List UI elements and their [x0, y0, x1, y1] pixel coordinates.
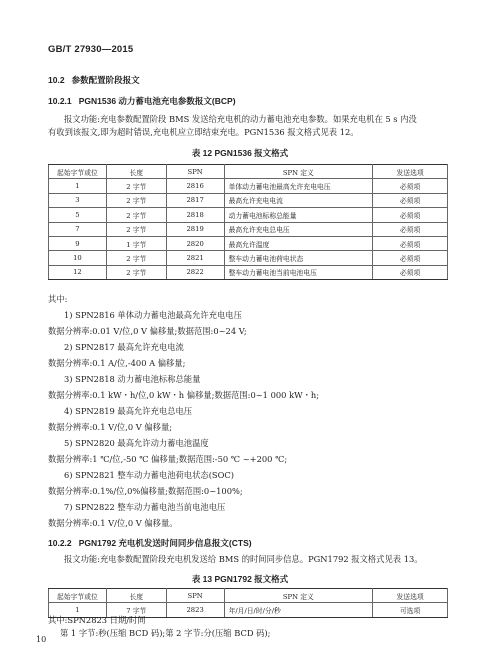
table-cell: 7 — [49, 222, 107, 236]
table-cell: 动力蓄电池标称总能量 — [224, 208, 373, 222]
table-caption-12: 表 12 PGN1536 报文格式 — [191, 148, 289, 158]
subsection-heading-cts — [48, 537, 448, 549]
table-cell: 2 字节 — [106, 222, 166, 236]
note-detail: 数据分辨率:0.1 A/位,-400 A 偏移量; — [48, 358, 186, 368]
table-cell: 2822 — [166, 265, 224, 279]
table-cell: 年/月/日/时/分/秒 — [224, 603, 373, 617]
column-header: 起始字节或位 — [49, 589, 107, 603]
note-item: 4) SPN2819 最高允许充电总电压 — [64, 406, 193, 416]
bcp-paragraph-line-1: 报文功能:充电参数配置阶段 BMS 发送给充电机的动力蓄电池充电参数。如果充电机在 5 s 内没 — [64, 114, 417, 124]
column-header: 起始字节或位 — [49, 165, 107, 179]
table-cell: 必须项 — [373, 251, 448, 265]
table-cell: 1 字节 — [106, 236, 166, 250]
note-item: 6) SPN2821 整车动力蓄电池荷电状态(SOC) — [64, 470, 235, 480]
table-cell: 必须项 — [373, 236, 448, 250]
table-cell: 9 — [49, 236, 107, 250]
table-row — [49, 208, 448, 222]
table-cell: 最高允许充电总电压 — [224, 222, 373, 236]
table-cell: 2 字节 — [106, 179, 166, 193]
page-number: 10 — [36, 635, 47, 644]
table-cell: 必须项 — [373, 208, 448, 222]
subsection-number: 10.2.2 — [48, 538, 72, 548]
subsection-heading-bcp — [48, 95, 448, 107]
note-detail: 数据分辨率:0.1 V/位,0 V 偏移量。 — [48, 518, 178, 528]
table-caption-13: 表 13 PGN1792 报文格式 — [191, 574, 289, 584]
table-row — [49, 222, 448, 236]
table-cell: 必须项 — [373, 222, 448, 236]
section-title: 参数配置阶段报文 — [71, 75, 140, 85]
subsection-title: PGN1536 动力蓄电池充电参数报文(BCP) — [78, 96, 236, 106]
table-cell: 2 字节 — [106, 193, 166, 207]
cts-note-intro: 其中:SPN2823 日期/时间 — [48, 615, 146, 625]
table-cell: 2 字节 — [106, 265, 166, 279]
table-cell: 1 — [49, 179, 107, 193]
table-cell: 必须项 — [373, 193, 448, 207]
table-cell: 必须项 — [373, 265, 448, 279]
table-cell: 2 字节 — [106, 251, 166, 265]
cts-paragraph: 报文功能:充电参数配置阶段充电机发送给 BMS 的时间同步信息。PGN1792 报文格式见表 13。 — [64, 554, 423, 564]
note-item: 3) SPN2818 动力蓄电池标称总能量 — [64, 374, 201, 384]
table-cell: 1 — [49, 603, 107, 617]
note-item: 2) SPN2817 最高允许充电电流 — [64, 342, 184, 352]
table-row — [49, 193, 448, 207]
note-detail: 数据分辨率:0.1%/位,0%偏移量;数据范围:0~100%; — [48, 486, 243, 496]
table-cell: 单体动力蓄电池最高允许充电电压 — [224, 179, 373, 193]
column-header: SPN 定义 — [224, 589, 373, 603]
table-cell: 3 — [49, 193, 107, 207]
section-heading — [48, 74, 448, 86]
subsection-number: 10.2.1 — [48, 96, 72, 106]
table-cell: 7 字节 — [106, 603, 166, 617]
table-cell: 2823 — [166, 603, 224, 617]
table-row — [49, 236, 448, 250]
table-header-row — [49, 589, 448, 603]
notes-intro: 其中: — [48, 294, 68, 304]
table-cell: 必须项 — [373, 179, 448, 193]
note-detail: 数据分辨率:1 ℃/位,-50 ℃ 偏移量;数据范围:-50 ℃ ~+200 ℃; — [48, 454, 288, 464]
table-row — [49, 179, 448, 193]
note-item: 7) SPN2822 整车动力蓄电池当前电池电压 — [64, 502, 226, 512]
table-header-row — [49, 165, 448, 179]
table-cell: 2817 — [166, 193, 224, 207]
note-detail: 数据分辨率:0.1 V/位,0 V 偏移量; — [48, 422, 173, 432]
table-cell: 整车动力蓄电池荷电状态 — [224, 251, 373, 265]
table-row — [49, 251, 448, 265]
column-header: 发送选项 — [373, 165, 448, 179]
table-cell: 5 — [49, 208, 107, 222]
column-header: 长度 — [106, 165, 166, 179]
table-cell: 最高允许充电电流 — [224, 193, 373, 207]
cts-note-detail: 第 1 字节:秒(压缩 BCD 码);第 2 字节:分(压缩 BCD 码); — [60, 628, 271, 638]
section-number: 10.2 — [48, 75, 65, 85]
table-cell: 2818 — [166, 208, 224, 222]
note-detail: 数据分辨率:0.1 kW・h/位,0 kW・h 偏移量;数据范围:0~1 000 kW・h; — [48, 390, 320, 400]
column-header: SPN 定义 — [224, 165, 373, 179]
table-cell: 最高允许温度 — [224, 236, 373, 250]
note-item: 1) SPN2816 单体动力蓄电池最高允许充电电压 — [64, 310, 242, 320]
column-header: SPN — [166, 165, 224, 179]
table-cell: 可选项 — [373, 603, 448, 617]
table-cell: 2816 — [166, 179, 224, 193]
standard-id: GB/T 27930—2015 — [48, 44, 134, 55]
bcp-paragraph-line-2: 有收到该报文,即为超时错误,充电机应立即结束充电。PGN1536 报文格式见表 12。 — [48, 127, 359, 137]
table-cell: 2 字节 — [106, 208, 166, 222]
table-cell: 2820 — [166, 236, 224, 250]
table-cell: 2819 — [166, 222, 224, 236]
table-row — [49, 265, 448, 279]
subsection-title: PGN1792 充电机发送时间同步信息报文(CTS) — [78, 538, 252, 548]
table-cell: 10 — [49, 251, 107, 265]
column-header: 发送选项 — [373, 589, 448, 603]
note-item: 5) SPN2820 最高允许动力蓄电池温度 — [64, 438, 209, 448]
table-cell: 12 — [49, 265, 107, 279]
table-cell: 整车动力蓄电池当前电池电压 — [224, 265, 373, 279]
table-12 — [48, 164, 448, 280]
note-detail: 数据分辨率:0.01 V/位,0 V 偏移量;数据范围:0~24 V; — [48, 326, 247, 336]
column-header: SPN — [166, 589, 224, 603]
column-header: 长度 — [106, 589, 166, 603]
table-cell: 2821 — [166, 251, 224, 265]
